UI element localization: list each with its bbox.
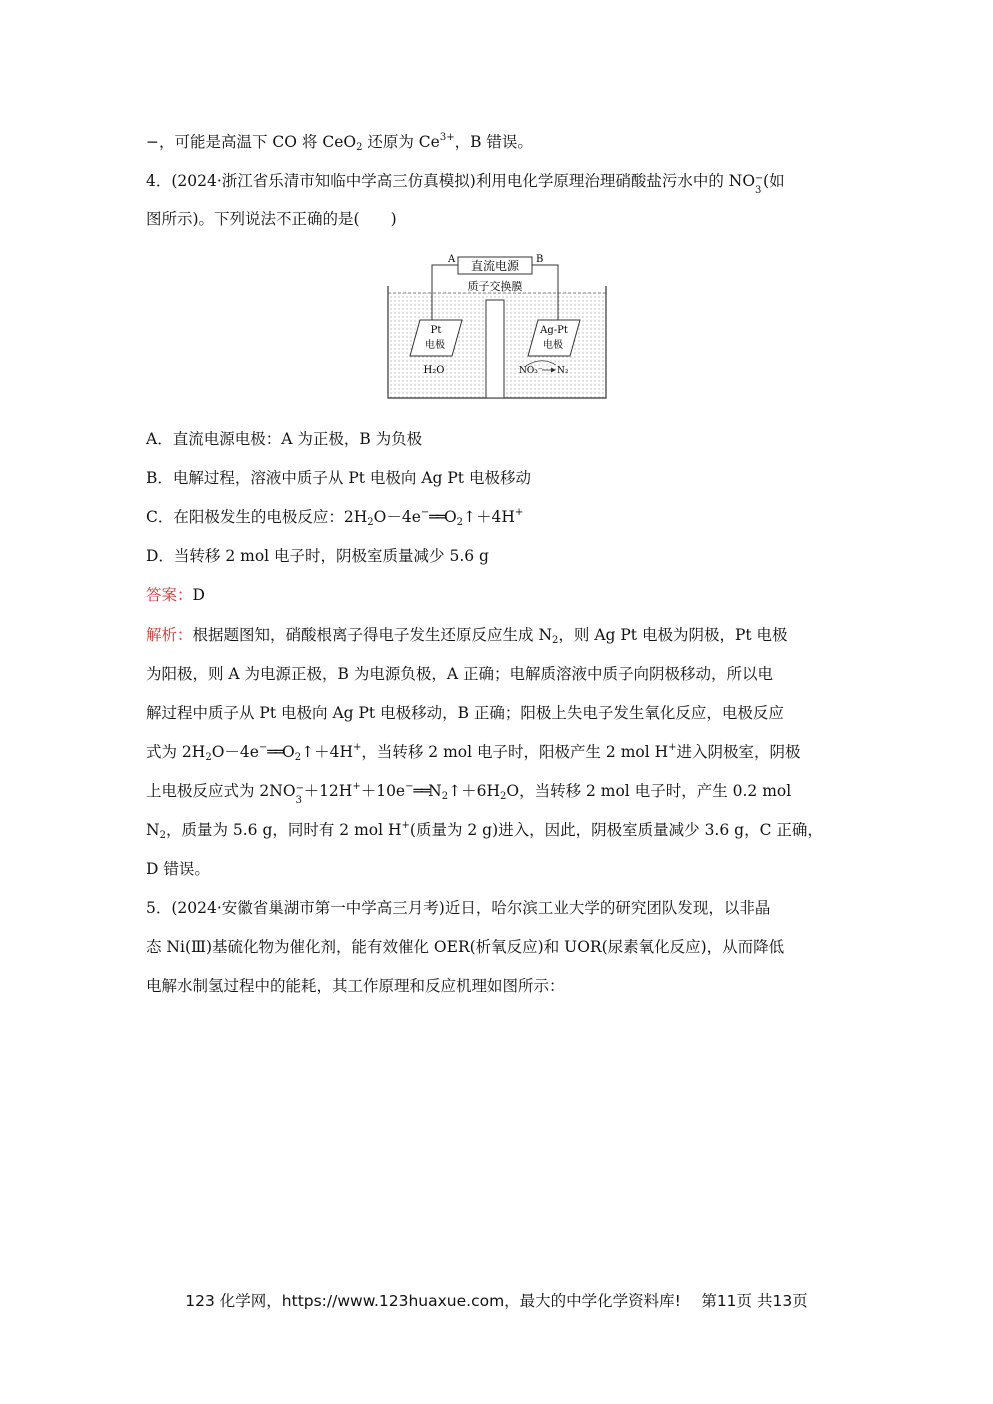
pt-label: Pt bbox=[430, 325, 442, 336]
agpt-label: Ag-Pt bbox=[540, 325, 568, 336]
option-d: D．当转移 2 mol 电子时，阴极室质量减少 5.6 g bbox=[146, 547, 489, 565]
membrane-label: 质子交换膜 bbox=[467, 280, 523, 293]
question-4-line-1: 4．(2024·浙江省乐清市知临中学高三仿真模拟)利用电化学原理治理硝酸盐污水中的 NO − 3 (如 bbox=[146, 172, 785, 196]
question-5-line: 5．(2024·安徽省巢湖市第一中学高三月考)近日，哈尔滨工业大学的研究团队发现，以非晶 bbox=[146, 899, 771, 917]
option-a: A．直流电源电极：A 为正极，B 为负极 bbox=[146, 430, 423, 448]
text-line: −，可能是高温下 CO 将 CeO$_2$ 还原为 $Ce^{3+}$，B 错误。 bbox=[146, 132, 533, 153]
page-footer: 123 化学网，https://www.123huaxue.com，最大的中学化学资料库! 第11页 共13页 bbox=[185, 1292, 808, 1310]
option-c: C．在阳极发生的电极反应：$2H_2O-4e^-══O_2↑+4H^+$ bbox=[146, 507, 524, 528]
h2o-label: H₂O bbox=[423, 365, 445, 376]
explanation-line: D 错误。 bbox=[146, 860, 210, 878]
explanation-line: 解析：根据题图知，硝酸根离子得电子发生还原反应生成 $N_2$，则 Ag Pt 电极为阴极，Pt 电极 bbox=[146, 626, 788, 646]
explanation-line: $N_2$，质量为 5.6 g，同时有 2 mol H+(质量为 2 g)进入，因此，阴极室质量减少 3.6 g，C 正确， bbox=[146, 820, 823, 841]
explanation-line: 为阳极，则 A 为电源正极，B 为电源负极，A 正确；电解质溶液中质子向阴极移动，所以电 bbox=[146, 665, 773, 683]
explanation-line: 解过程中质子从 Pt 电极向 Ag Pt 电极移动，B 正确；阳极上失电子发生氧化反应，电极反应 bbox=[146, 704, 784, 722]
option-b: B．电解过程，溶液中质子从 Pt 电极向 Ag Pt 电极移动 bbox=[146, 469, 531, 487]
question-4-line-2: 图所示)。下列说法不正确的是( ) bbox=[146, 210, 397, 228]
explanation-line: 式为 $2H_2O-4e^-══O_2↑+4H^+$，当转移 2 mol 电子时，阳极产生 2 mol H+进入阴极室，阴极 bbox=[146, 742, 801, 763]
label-a: A bbox=[448, 254, 456, 265]
label-b: B bbox=[536, 254, 544, 265]
no3-label: NO₃⁻ bbox=[519, 366, 543, 376]
answer: 答案：D bbox=[146, 586, 205, 604]
pt-electrode-label: 电极 bbox=[425, 340, 445, 351]
power-label: 直流电源 bbox=[470, 259, 520, 273]
membrane bbox=[486, 300, 504, 398]
question-5-line: 态 Ni(Ⅲ)基硫化物为催化剂，能有效催化 OER(析氧反应)和 UOR(尿素氧化反应)，从而降低 bbox=[146, 938, 785, 956]
agpt-electrode-label: 电极 bbox=[543, 340, 563, 351]
explanation-line: 上电极反应式为 2NO − 3 $+12H^++10e^-══N_2↑+6H_2O$，当转移 2 mol 电子时，产生 0.2 mol bbox=[146, 781, 792, 806]
question-5-line: 电解水制氢过程中的能耗，其工作原理和反应机理如图所示： bbox=[146, 977, 565, 995]
electrolysis-diagram bbox=[386, 248, 608, 400]
n2-label: N₂ bbox=[557, 366, 569, 376]
